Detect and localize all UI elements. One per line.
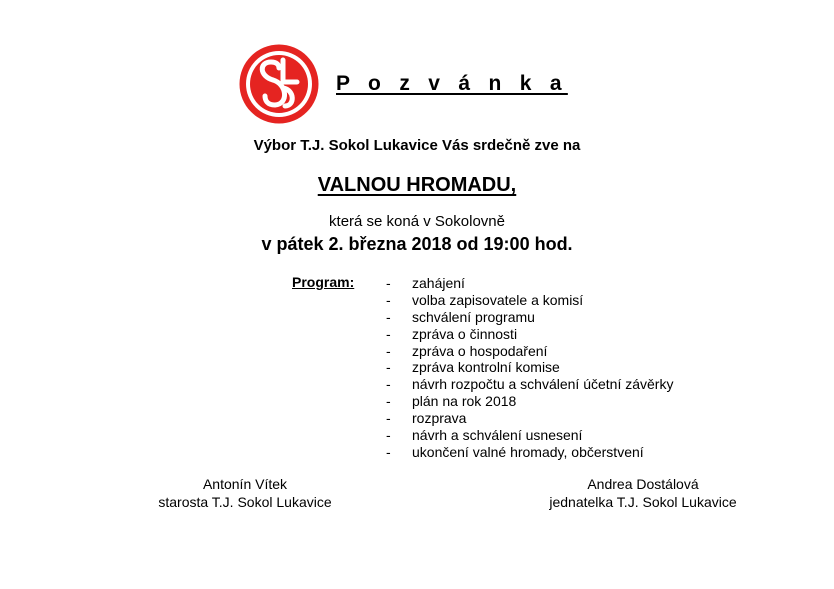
program-item-text: návrh a schválení usnesení — [412, 427, 583, 444]
program-item-text: návrh rozpočtu a schválení účetní závěrky — [412, 376, 674, 393]
dash-bullet: - — [386, 443, 391, 460]
program-item-text: volba zapisovatele a komisí — [412, 291, 584, 308]
dash-bullet: - — [386, 275, 391, 291]
invitation-line: Výbor T.J. Sokol Lukavice Vás srdečně zve na — [253, 137, 581, 154]
dash-bullet: - — [386, 376, 391, 393]
dash-bullet: - — [386, 393, 391, 410]
signature-right — [528, 475, 758, 511]
signatory-role: jednatelka T.J. Sokol Lukavice — [549, 494, 737, 510]
program-item-text: rozprava — [412, 410, 467, 427]
program-item-text: ukončení valné hromady, občerstvení — [412, 443, 644, 460]
dash-bullet: - — [386, 342, 391, 359]
dash-bullet: - — [386, 410, 391, 427]
signature-left — [130, 475, 360, 511]
program-label: Program: — [292, 274, 355, 290]
sokol-logo-icon — [239, 44, 319, 124]
signatory-name: Antonín Vítek — [202, 476, 288, 492]
signatory-role: starosta T.J. Sokol Lukavice — [158, 494, 332, 510]
program-item-text: zahájení — [412, 275, 465, 291]
event-datetime: v pátek 2. března 2018 od 19:00 hod. — [261, 234, 573, 254]
signatory-name: Andrea Dostálová — [587, 476, 699, 492]
program-item-text: zpráva o činnosti — [412, 325, 518, 342]
dash-bullet: - — [386, 325, 391, 342]
program-item-text: schválení programu — [412, 308, 535, 325]
dash-bullet: - — [386, 427, 391, 444]
document-title: P o z v á n k a — [336, 72, 568, 95]
program-item-text: plán na rok 2018 — [412, 393, 517, 410]
program-item-text: zpráva kontrolní komise — [412, 359, 560, 376]
program-item-text: zpráva o hospodaření — [412, 342, 548, 359]
dash-bullet: - — [386, 359, 391, 376]
venue-line: která se koná v Sokolovně — [329, 213, 505, 230]
dash-bullet: - — [386, 308, 391, 325]
event-name: VALNOU HROMADU, — [317, 174, 517, 196]
dash-bullet: - — [386, 291, 391, 308]
